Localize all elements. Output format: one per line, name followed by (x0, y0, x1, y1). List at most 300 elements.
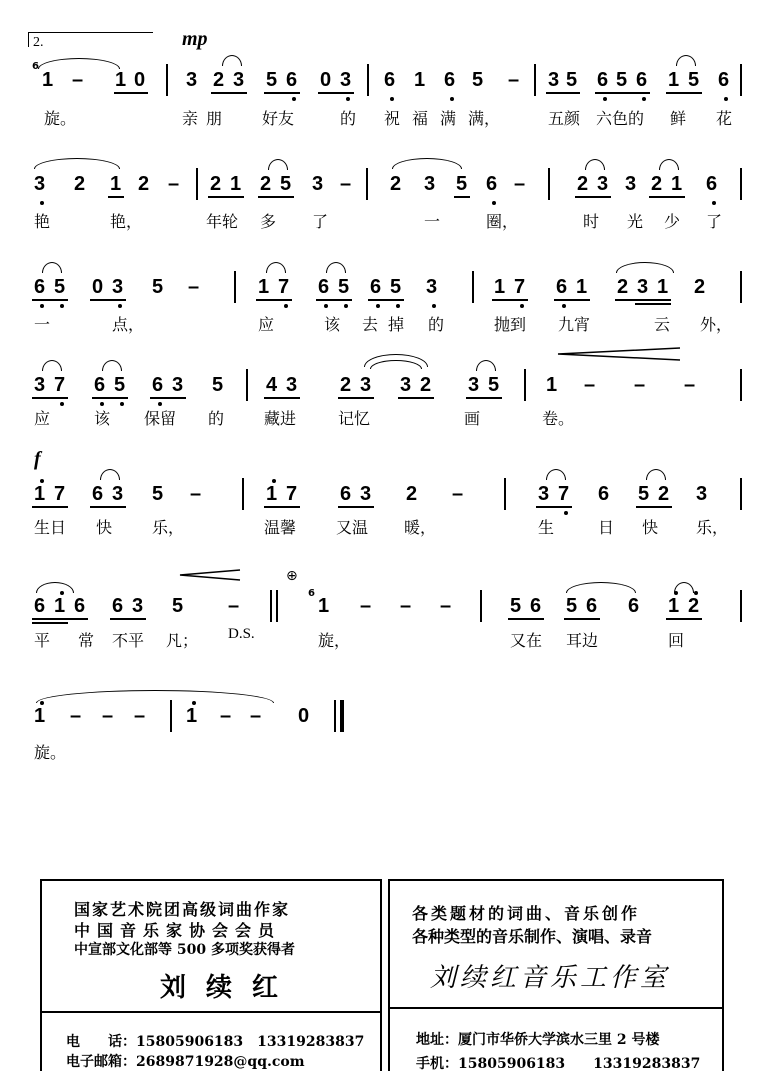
note: 3 (340, 69, 352, 91)
lyric: 该 (324, 315, 341, 334)
lyric: 藏进 (264, 409, 297, 428)
note: 6 (34, 595, 46, 617)
low-dot (396, 304, 400, 308)
barline (480, 590, 482, 622)
note: 5 (510, 595, 522, 617)
low-dot (100, 402, 104, 406)
underline (564, 618, 600, 620)
barline (472, 271, 474, 303)
dash: – (400, 595, 412, 617)
note: 2 (651, 173, 663, 195)
note: 3 (34, 173, 46, 195)
low-dot (60, 402, 64, 406)
note: 2 (340, 374, 352, 396)
low-dot (118, 304, 122, 308)
note: 3 (468, 374, 480, 396)
lyric: 满 (440, 109, 457, 128)
lyric: 生日 (34, 518, 67, 537)
note: 5 (472, 69, 484, 91)
lyric: 耳边 (566, 631, 599, 650)
high-dot (60, 591, 64, 595)
low-dot (158, 402, 162, 406)
underline (208, 196, 244, 198)
lyric: 又温 (336, 518, 369, 537)
underline (114, 92, 148, 94)
tie (38, 58, 120, 69)
underline (264, 397, 300, 399)
note: 6 (597, 69, 609, 91)
slur (266, 262, 286, 273)
barline (740, 478, 742, 510)
dash: – (584, 374, 596, 396)
low-dot (492, 201, 496, 205)
note: 6 (384, 69, 396, 91)
high-dot (674, 591, 678, 595)
dash: – (70, 705, 82, 727)
note: 3 (34, 374, 46, 396)
note: 2 (420, 374, 432, 396)
note: 3 (286, 374, 298, 396)
tie (34, 158, 120, 169)
phone-value: 15805906183 13319283837 (136, 1034, 365, 1050)
dash: – (168, 173, 180, 195)
low-dot (642, 97, 646, 101)
note: 1 (576, 276, 588, 298)
note: 6 (598, 483, 610, 505)
note: 3 (400, 374, 412, 396)
note: 6 (34, 276, 46, 298)
lyric: 一 (34, 315, 51, 334)
note: 5 (566, 69, 578, 91)
underline (554, 299, 590, 301)
barline (196, 168, 198, 200)
slur (476, 360, 496, 371)
studio-name: 刘续红音乐工作室 (430, 963, 671, 993)
high-dot (40, 479, 44, 483)
divider (390, 1007, 722, 1009)
final-barline (340, 700, 344, 732)
lyric: 温馨 (264, 518, 297, 537)
phone-row (66, 1031, 364, 1051)
lyric: 生 (538, 518, 555, 537)
ds-marking: D.S. (228, 626, 255, 642)
low-dot (603, 97, 607, 101)
underline (150, 397, 186, 399)
note: 3 (112, 276, 124, 298)
lyric: 艳， (110, 212, 143, 231)
lyric: 暖， (404, 518, 437, 537)
lyric: 常 (78, 631, 95, 650)
note: 1 (34, 705, 46, 727)
lyric: 时 (583, 212, 600, 231)
lyric: 多 (260, 212, 277, 231)
lyric: 卷。 (542, 409, 575, 428)
slur (659, 159, 679, 170)
tie (36, 690, 274, 703)
note: 3 (172, 374, 184, 396)
note: 1 (318, 595, 330, 617)
composer-title-1: 国家艺术院团高级词曲作家 (74, 900, 291, 919)
note: 6 (628, 595, 640, 617)
low-dot (712, 201, 716, 205)
underline (316, 299, 352, 301)
composer-title-2: 中国音乐家协会会员 (74, 921, 282, 940)
address-label: 地址： (416, 1032, 458, 1048)
underline (635, 303, 671, 305)
note: 7 (278, 276, 290, 298)
note: 6 (586, 595, 598, 617)
lyric: 九宵 (558, 315, 591, 334)
note: 5 (390, 276, 402, 298)
note: 2 (390, 173, 402, 195)
low-dot (344, 304, 348, 308)
studio-services-1: 各类题材的词曲、音乐创作 (412, 904, 641, 923)
note: 5 (338, 276, 350, 298)
note: 6 (92, 483, 104, 505)
note: 3 (548, 69, 560, 91)
note: 2 (213, 69, 225, 91)
lyric: 抛到 (494, 315, 527, 334)
lyric: 了 (312, 212, 329, 231)
lyric: 记忆 (338, 409, 371, 428)
lyric: 该 (94, 409, 111, 428)
underline (454, 196, 470, 198)
address-value: 厦门市华侨大学滨水三里 2 号楼 (458, 1032, 660, 1048)
dash: – (684, 374, 696, 396)
dash: – (134, 705, 146, 727)
note: 1 (186, 705, 198, 727)
slur (42, 262, 62, 273)
note: 5 (456, 173, 468, 195)
note: 3 (186, 69, 198, 91)
note: 1 (115, 69, 127, 91)
lyric: 回 (668, 631, 685, 650)
note: 2 (688, 595, 700, 617)
note: 2 (260, 173, 272, 195)
lyric: 应 (34, 409, 51, 428)
mobile-row (416, 1053, 700, 1073)
composer-title-3: 中宣部文化部等 500 多项奖获得者 (74, 942, 295, 958)
note: 3 (312, 173, 324, 195)
lyric: 旋。 (34, 743, 67, 762)
underline (32, 299, 68, 301)
slur (676, 55, 696, 66)
high-dot (694, 591, 698, 595)
note: 3 (637, 276, 649, 298)
underline (595, 92, 650, 94)
note: 2 (658, 483, 670, 505)
lyric: 艳 (34, 212, 51, 231)
lyric: 福 (412, 109, 429, 128)
email-label: 电子邮箱： (66, 1054, 136, 1070)
lyric: 平 (34, 631, 51, 650)
note: 6 (340, 483, 352, 505)
lyric: 圈， (486, 212, 519, 231)
dash: – (188, 276, 200, 298)
divider (42, 1011, 380, 1013)
note: 3 (112, 483, 124, 505)
low-dot (40, 304, 44, 308)
dash: – (440, 595, 452, 617)
composer-info-box (40, 879, 382, 1071)
high-dot (272, 479, 276, 483)
lyric: 鲜 (670, 109, 687, 128)
underline (90, 506, 126, 508)
note: 1 (54, 595, 66, 617)
note: 5 (54, 276, 66, 298)
lyric: 乐， (696, 518, 729, 537)
studio-info-box (388, 879, 724, 1071)
barline (234, 271, 236, 303)
studio-services-2: 各种类型的音乐制作、演唱、录音 (412, 927, 653, 946)
underline (32, 622, 68, 624)
underline (492, 299, 528, 301)
dash: – (250, 705, 262, 727)
low-dot (60, 304, 64, 308)
note: 2 (617, 276, 629, 298)
underline (90, 299, 126, 301)
note: 1 (668, 69, 680, 91)
note: 7 (286, 483, 298, 505)
low-dot (120, 402, 124, 406)
lyric: 了 (706, 212, 723, 231)
high-dot (192, 701, 196, 705)
underline (211, 92, 247, 94)
slur (585, 159, 605, 170)
lyric: 快 (642, 518, 659, 537)
lyric: 快 (96, 518, 113, 537)
lyric: 日 (598, 518, 615, 537)
note: 7 (514, 276, 526, 298)
lyric: 好友 (262, 109, 295, 128)
volta-label: 2. (33, 35, 44, 50)
note: 7 (558, 483, 570, 505)
low-dot (324, 304, 328, 308)
lyric: 满， (468, 109, 501, 128)
note: 3 (360, 483, 372, 505)
lyric: 少 (664, 212, 681, 231)
lyric: 一 (424, 212, 441, 231)
low-dot (432, 304, 436, 308)
underline (318, 92, 354, 94)
note: 1 (110, 173, 122, 195)
low-dot (346, 97, 350, 101)
lyric: 的 (340, 109, 357, 128)
underline (32, 618, 88, 620)
note: 1 (230, 173, 242, 195)
note: 5 (152, 483, 164, 505)
dash: – (190, 483, 202, 505)
underline (466, 397, 502, 399)
note: 6 (530, 595, 542, 617)
lyric: 六色的 (596, 109, 645, 128)
volta-bracket (28, 32, 153, 47)
underline (575, 196, 611, 198)
crescendo-hairpin (556, 346, 682, 362)
note: 1 (414, 69, 426, 91)
underline (666, 92, 702, 94)
underline (264, 506, 300, 508)
slur (36, 582, 74, 593)
note: 2 (406, 483, 418, 505)
low-dot (284, 304, 288, 308)
underline (636, 506, 672, 508)
slur (42, 360, 62, 371)
barline (366, 168, 368, 200)
crescendo-hairpin (178, 568, 242, 582)
note: 5 (172, 595, 184, 617)
barline (740, 590, 742, 622)
barline (740, 64, 742, 96)
underline (536, 506, 572, 508)
low-dot (390, 97, 394, 101)
low-dot (292, 97, 296, 101)
note: 6 (636, 69, 648, 91)
note: 1 (494, 276, 506, 298)
note: 1 (668, 595, 680, 617)
email-row (66, 1051, 305, 1071)
barline (276, 590, 278, 622)
lyric: 的 (428, 315, 445, 334)
underline (32, 506, 68, 508)
note: 6 (112, 595, 124, 617)
mobile-value: 15805906183 13319283837 (458, 1056, 701, 1072)
underline (92, 397, 128, 399)
lyric: 旋， (318, 631, 351, 650)
slur (646, 469, 666, 480)
note: 2 (694, 276, 706, 298)
barline (334, 700, 336, 732)
underline (508, 618, 544, 620)
segno-icon: ⊕ (286, 568, 298, 584)
note: 6 (286, 69, 298, 91)
underline (398, 397, 434, 399)
coda-key-marker: 6 (308, 588, 315, 599)
barline (170, 700, 172, 732)
barline (740, 168, 742, 200)
address-row (416, 1029, 660, 1049)
dash: – (228, 595, 240, 617)
barline (548, 168, 550, 200)
slur (616, 262, 674, 273)
email-value: 2689871928@qq.com (136, 1054, 305, 1070)
note: 6 (444, 69, 456, 91)
note: 6 (486, 173, 498, 195)
note: 6 (706, 173, 718, 195)
dash: – (360, 595, 372, 617)
note: 6 (74, 595, 86, 617)
note: 1 (34, 483, 46, 505)
note: 1 (258, 276, 270, 298)
note: 2 (138, 173, 150, 195)
underline (32, 397, 68, 399)
note: 4 (266, 374, 278, 396)
lyric: 外， (700, 315, 733, 334)
note: 3 (625, 173, 637, 195)
barline (246, 369, 248, 401)
lyric: 应 (258, 315, 275, 334)
low-dot (562, 304, 566, 308)
underline (258, 196, 294, 198)
note: 0 (298, 705, 310, 727)
note: 5 (616, 69, 628, 91)
dash: – (102, 705, 114, 727)
underline (338, 397, 374, 399)
lyric: 保留 (144, 409, 177, 428)
low-dot (376, 304, 380, 308)
note: 3 (426, 276, 438, 298)
note: 5 (688, 69, 700, 91)
dynamic-f: f (34, 448, 41, 470)
barline (270, 590, 272, 622)
barline (524, 369, 526, 401)
low-dot (40, 201, 44, 205)
note: 0 (92, 276, 104, 298)
note: 5 (114, 374, 126, 396)
note: 2 (210, 173, 222, 195)
dash: – (452, 483, 464, 505)
low-dot (520, 304, 524, 308)
high-dot (40, 701, 44, 705)
note: 5 (638, 483, 650, 505)
note: 5 (266, 69, 278, 91)
note: 6 (152, 374, 164, 396)
lyric: 去掉 (362, 315, 415, 334)
underline (615, 299, 671, 301)
barline (166, 64, 168, 96)
lyric: 光 (627, 212, 644, 231)
note: 5 (212, 374, 224, 396)
note: 5 (280, 173, 292, 195)
note: 3 (597, 173, 609, 195)
dash: – (340, 173, 352, 195)
underline (368, 299, 404, 301)
note: 3 (696, 483, 708, 505)
composer-name: 刘续红 (160, 973, 299, 1003)
note: 1 (546, 374, 558, 396)
tie (392, 158, 462, 169)
lyric: 祝 (384, 109, 401, 128)
note: 7 (54, 374, 66, 396)
note: 0 (134, 69, 146, 91)
barline (367, 64, 369, 96)
lyric: 不平 (112, 631, 145, 650)
underline (108, 196, 124, 198)
lyric: 又在 (510, 631, 543, 650)
note: 6 (556, 276, 568, 298)
barline (504, 478, 506, 510)
note: 6 (318, 276, 330, 298)
barline (242, 478, 244, 510)
note: 2 (577, 173, 589, 195)
note: 6 (94, 374, 106, 396)
lyric: 年轮 (206, 212, 239, 231)
underline (666, 618, 702, 620)
lyric: 凡； (166, 631, 199, 650)
slur (566, 582, 636, 593)
dash: – (514, 173, 526, 195)
lyric: 云 (654, 315, 671, 334)
slur (222, 55, 242, 66)
underline (264, 92, 300, 94)
note: 2 (74, 173, 86, 195)
lyric: 亲朋 (182, 109, 231, 128)
barline (740, 369, 742, 401)
dash: – (508, 69, 520, 91)
lyric: 五颜 (548, 109, 581, 128)
note: 1 (671, 173, 683, 195)
note: 5 (566, 595, 578, 617)
